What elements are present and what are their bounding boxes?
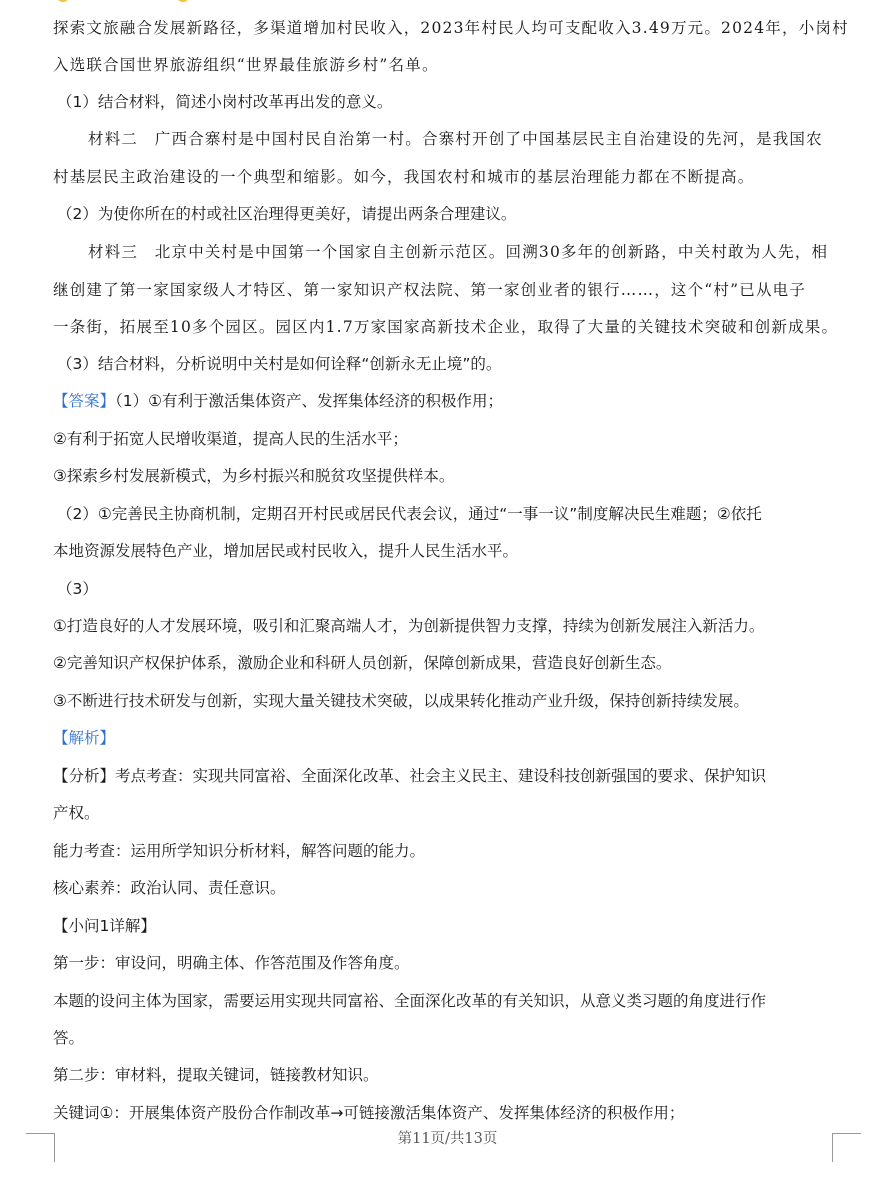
section-tag: 【答案】: [53, 392, 116, 410]
line-text: ①打造良好的人才发展环境，吸引和汇聚高端人才，为创新提供智力支撑，持续为创新发展注入新活力。: [53, 617, 765, 635]
text-line: [53, 1064, 855, 1086]
text-line: [53, 615, 855, 637]
text-line: [53, 765, 855, 787]
line-text: 答。: [53, 1029, 85, 1047]
text-line: [57, 353, 855, 375]
line-text: ③不断进行技术研发与创新，实现大量关键技术突破，以成果转化推动产业升级，保持创新持续发展。: [53, 692, 749, 710]
header-watermark-logos: [56, 0, 386, 2]
line-text: ②有利于拓宽人民增收渠道，提高人民的生活水平；: [53, 430, 408, 448]
text-line: [53, 1102, 855, 1124]
line-text: 材料三 北京中关村是中国第一个国家自主创新示范区。回溯30多年的创新路，中关村敢为人先，相: [88, 243, 829, 261]
text-line: [53, 990, 855, 1012]
text-line: [53, 802, 855, 824]
line-text: 第一步：审设问，明确主体、作答范围及作答角度。: [53, 954, 410, 972]
line-text: （1）结合材料，简述小岗村改革再出发的意义。: [57, 93, 393, 111]
text-line: [53, 877, 855, 899]
text-line: [53, 915, 855, 937]
text-line: [88, 128, 855, 150]
text-line: [53, 727, 855, 749]
text-line: [53, 840, 855, 862]
page-footer: 第11页/共13页: [397, 1131, 498, 1147]
text-line: [53, 316, 855, 338]
line-text: 关键词①：开展集体资产股份合作制改革→可链接激活集体资产、发挥集体经济的积极作用；: [53, 1104, 685, 1122]
logo-icon: [56, 0, 70, 2]
line-text: 入选联合国世界旅游组织“世界最佳旅游乡村”名单。: [53, 56, 439, 74]
text-line: [88, 241, 855, 263]
line-text: 产权。: [53, 804, 100, 822]
text-line: [53, 690, 855, 712]
line-text: 探索文旅融合发展新路径，多渠道增加村民收入，2023年村民人均可支配收入3.49万元。2024年，小岗村: [53, 19, 849, 37]
text-line: [53, 428, 855, 450]
text-line: [57, 503, 855, 525]
text-line: [57, 203, 855, 225]
text-line: [53, 166, 855, 188]
text-line: [53, 390, 855, 412]
line-text: ②完善知识产权保护体系，激励企业和科研人员创新，保障创新成果，营造良好创新生态。: [53, 654, 672, 672]
line-text: 一条街，拓展至10多个园区。园区内1.7万家国家高新技术企业，取得了大量的关键技术突破和创新成果。: [53, 318, 839, 336]
text-line: [53, 652, 855, 674]
line-text: 继创建了第一家国家级人才特区、第一家知识产权法院、第一家创业者的银行……，这个“村”已从电子: [53, 281, 807, 299]
line-text: 第二步：审材料，提取关键词，链接教材知识。: [53, 1066, 379, 1084]
line-text: 村基层民主政治建设的一个典型和缩影。如今，我国农村和城市的基层治理能力都在不断提高。: [53, 168, 755, 186]
text-line: [53, 465, 855, 487]
line-text: （2）为使你所在的村或社区治理得更美好，请提出两条合理建议。: [57, 205, 517, 223]
text-line: [53, 54, 855, 76]
line-text: 能力考查：运用所学知识分析材料，解答问题的能力。: [53, 842, 426, 860]
line-text: 【分析】考点考查：实现共同富裕、全面深化改革、社会主义民主、建设科技创新强国的要求、保护知识: [53, 767, 767, 785]
line-text: （3）: [57, 580, 98, 598]
line-text: ③探索乡村发展新模式，为乡村振兴和脱贫攻坚提供样本。: [53, 467, 455, 485]
text-line: [53, 17, 855, 39]
line-text: （1）①有利于激活集体资产、发挥集体经济的积极作用；: [115, 392, 504, 410]
line-text: （3）结合材料，分析说明中关村是如何诠释“创新永无止境”的。: [57, 355, 502, 373]
logo-icon: [176, 0, 190, 2]
line-text: 核心素养：政治认同、责任意识。: [53, 879, 286, 897]
line-text: 材料二 广西合寨村是中国村民自治第一村。合寨村开创了中国基层民主自治建设的先河，是我国农: [88, 130, 823, 148]
line-text: （2）①完善民主协商机制，定期召开村民或居民代表会议，通过“一事一议”制度解决民生难题；②依托: [57, 505, 762, 523]
text-line: [53, 1027, 855, 1049]
line-text: 【小问1详解】: [53, 917, 156, 935]
text-line: [53, 279, 855, 301]
line-text: 本地资源发展特色产业，增加居民或村民收入，提升人民生活水平。: [53, 542, 519, 560]
section-tag: 【解析】: [53, 729, 116, 747]
text-line: [53, 952, 855, 974]
text-line: [57, 91, 855, 113]
line-text: 本题的设问主体为国家，需要运用实现共同富裕、全面深化改革的有关知识，从意义类习题的角度进行作: [53, 992, 767, 1010]
text-line: [57, 578, 855, 600]
text-line: [53, 540, 855, 562]
